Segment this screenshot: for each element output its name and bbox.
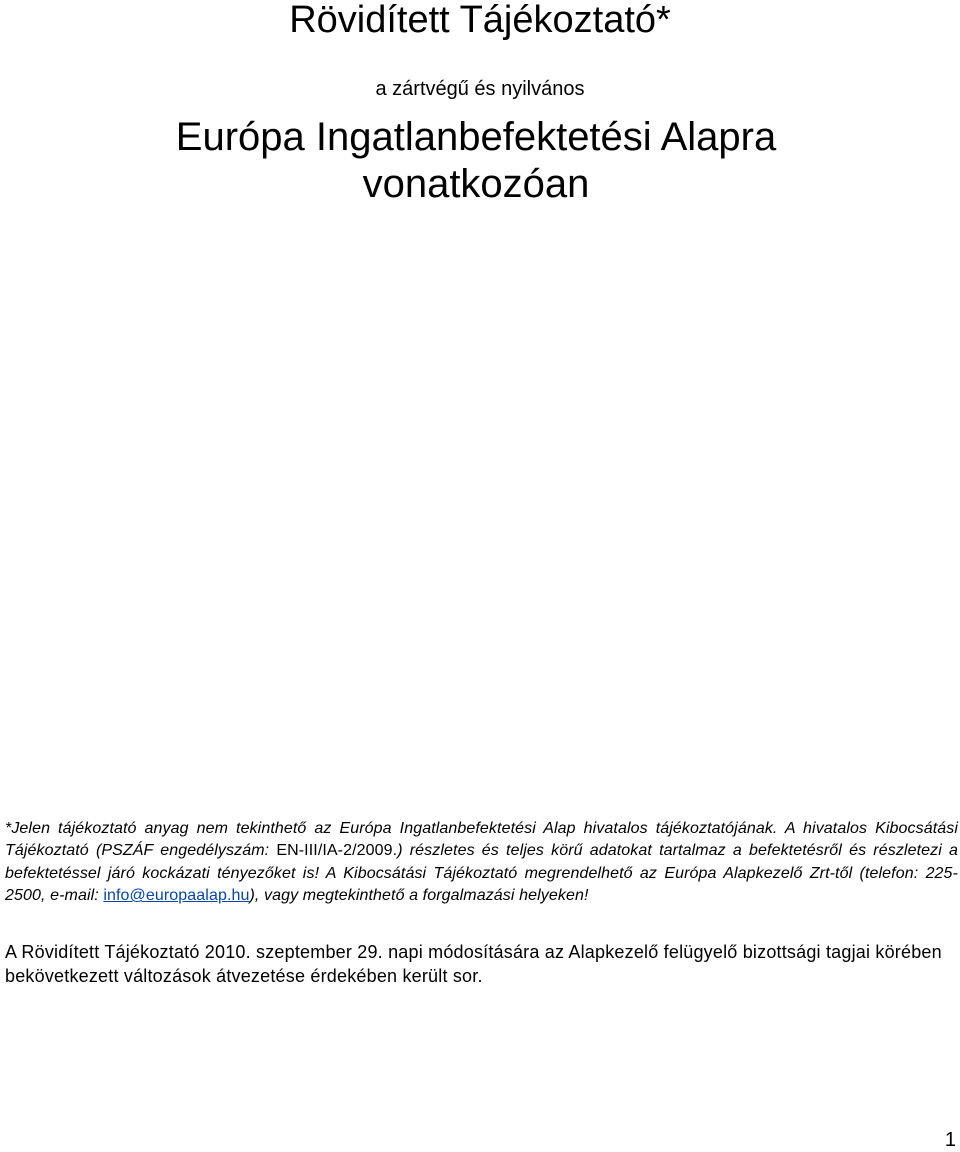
fund-name-line-1: Európa Ingatlanbefektetési Alapra (175, 115, 777, 159)
phone-number: 225-2500 (5, 864, 958, 905)
fund-name-line-2: vonatkozóan (362, 162, 590, 206)
disclaimer-text-part-4: ), vagy megtekinthető a forgalmazási helyeken! (249, 887, 589, 905)
modification-note: A Rövidített Tájékoztató 2010. szeptember 29. napi módosítására az Alapkezelő felügyelő bizottsági tagjai körében bekövetkezett változások átvezetése érdekében került sor. (5, 942, 942, 986)
email-link[interactable]: info@europaalap.hu (103, 887, 250, 905)
page-number: 1 (944, 1129, 956, 1151)
document-title: Rövidített Tájékoztató* (289, 0, 671, 41)
disclaimer-text-part-3: , e-mail: (41, 887, 104, 905)
disclaimer-text-part-1: *Jelen tájékoztató anyag nem tekinthető az Európa Ingatlanbefektetési Alap hivatalos tájékoztatójának. A hivatalos Kibocsátási Tájékoztató (PSZÁF engedélyszám: (5, 820, 958, 860)
license-number: EN-III/IA-2/2009. (276, 842, 398, 860)
document-subtitle: a zártvégű és nyilvános (375, 78, 585, 100)
fund-name-heading (0, 114, 952, 208)
disclaimer-paragraph (5, 818, 958, 908)
disclaimer-text-part-2: ) részletes és teljes körű adatokat tartalmaz a befektetésről és részletezi a befektetéssel járó kockázati tényezőket is! A Kibocsátási Tájékoztató megrendelhető az Európa Alapkezelő Zrt-től (telefon: (5, 842, 958, 882)
